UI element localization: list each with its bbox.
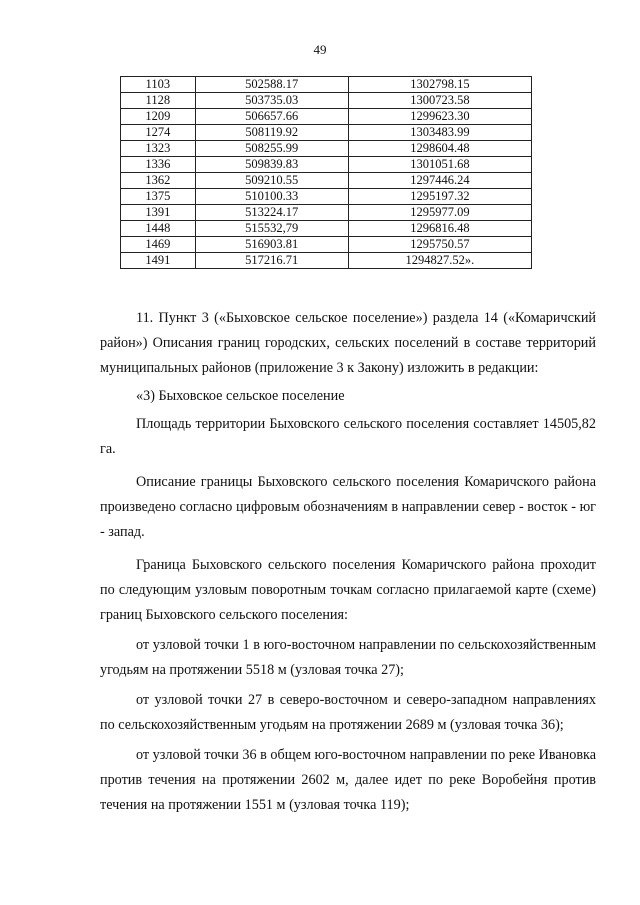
paragraph-area: Площадь территории Быховского сельского поселения составляет 14505,82 га. bbox=[100, 416, 596, 457]
x-coordinate-cell: 508119.92 bbox=[195, 125, 348, 141]
point-number-cell: 1128 bbox=[121, 93, 196, 109]
coordinates-table-body bbox=[121, 77, 532, 269]
x-coordinate-cell: 506657.66 bbox=[195, 109, 348, 125]
point-number-cell: 1323 bbox=[121, 141, 196, 157]
x-coordinate-cell: 513224.17 bbox=[195, 205, 348, 221]
point-number-cell: 1362 bbox=[121, 173, 196, 189]
paragraph-amendment: 11. Пункт 3 («Быховское сельское поселение») раздела 14 («Комаричский район») Описания границ городских, сельских поселений в составе территорий муниципальных районов (приложение 3 к Закону) изложить в редакции: bbox=[100, 310, 596, 376]
table-row bbox=[121, 109, 532, 125]
y-coordinate-cell: 1297446.24 bbox=[348, 173, 531, 189]
point-number-cell: 1469 bbox=[121, 237, 196, 253]
table-row bbox=[121, 77, 532, 93]
point-number-cell: 1336 bbox=[121, 157, 196, 173]
point-number-cell: 1391 bbox=[121, 205, 196, 221]
y-coordinate-cell: 1303483.99 bbox=[348, 125, 531, 141]
coordinates-table bbox=[120, 76, 532, 269]
point-number-cell: 1491 bbox=[121, 253, 196, 269]
y-coordinate-cell: 1301051.68 bbox=[348, 157, 531, 173]
x-coordinate-cell: 509839.83 bbox=[195, 157, 348, 173]
table-row bbox=[121, 205, 532, 221]
paragraph-segment-1: от узловой точки 1 в юго-восточном направлении по сельскохозяйственным угодьям на протяжении 5518 м (узловая точка 27); bbox=[100, 637, 596, 678]
x-coordinate-cell: 503735.03 bbox=[195, 93, 348, 109]
y-coordinate-cell: 1300723.58 bbox=[348, 93, 531, 109]
paragraph-section-heading: «3) Быховское сельское поселение bbox=[136, 388, 345, 404]
point-number-cell: 1448 bbox=[121, 221, 196, 237]
y-coordinate-cell: 1296816.48 bbox=[348, 221, 531, 237]
paragraph-description: Описание границы Быховского сельского поселения Комаричского района произведено согласно цифровым обозначениям в направлении север - восток - юг - запад. bbox=[100, 474, 596, 540]
table-row bbox=[121, 237, 532, 253]
x-coordinate-cell: 517216.71 bbox=[195, 253, 348, 269]
point-number-cell: 1209 bbox=[121, 109, 196, 125]
table-row bbox=[121, 125, 532, 141]
point-number-cell: 1274 bbox=[121, 125, 196, 141]
y-coordinate-cell: 1295750.57 bbox=[348, 237, 531, 253]
y-coordinate-cell: 1294827.52». bbox=[348, 253, 531, 269]
x-coordinate-cell: 509210.55 bbox=[195, 173, 348, 189]
x-coordinate-cell: 515532,79 bbox=[195, 221, 348, 237]
y-coordinate-cell: 1302798.15 bbox=[348, 77, 531, 93]
paragraph-segment-2: от узловой точки 27 в северо-восточном и северо-западном направлениях по сельскохозяйственным угодьям на протяжении 2689 м (узловая точка 36); bbox=[100, 692, 596, 733]
y-coordinate-cell: 1295977.09 bbox=[348, 205, 531, 221]
x-coordinate-cell: 508255.99 bbox=[195, 141, 348, 157]
table-row bbox=[121, 157, 532, 173]
page-number: 49 bbox=[313, 42, 327, 57]
point-number-cell: 1375 bbox=[121, 189, 196, 205]
point-number-cell: 1103 bbox=[121, 77, 196, 93]
paragraph-segment-3: от узловой точки 36 в общем юго-восточном направлении по реке Ивановка против течения на протяжении 2602 м, далее идет по реке Воробейня против течения на протяжении 1551 м (узловая точка 119); bbox=[100, 747, 596, 813]
table-row bbox=[121, 221, 532, 237]
table-row bbox=[121, 189, 532, 205]
x-coordinate-cell: 502588.17 bbox=[195, 77, 348, 93]
table-row bbox=[121, 253, 532, 269]
x-coordinate-cell: 516903.81 bbox=[195, 237, 348, 253]
y-coordinate-cell: 1298604.48 bbox=[348, 141, 531, 157]
table-row bbox=[121, 93, 532, 109]
table-row bbox=[121, 141, 532, 157]
y-coordinate-cell: 1299623.30 bbox=[348, 109, 531, 125]
table-row bbox=[121, 173, 532, 189]
document-body bbox=[100, 306, 596, 818]
paragraph-boundary-intro: Граница Быховского сельского поселения Комаричского района проходит по следующим узловым поворотным точкам согласно прилагаемой карте (схеме) границ Быховского сельского поселения: bbox=[100, 557, 596, 623]
y-coordinate-cell: 1295197.32 bbox=[348, 189, 531, 205]
x-coordinate-cell: 510100.33 bbox=[195, 189, 348, 205]
